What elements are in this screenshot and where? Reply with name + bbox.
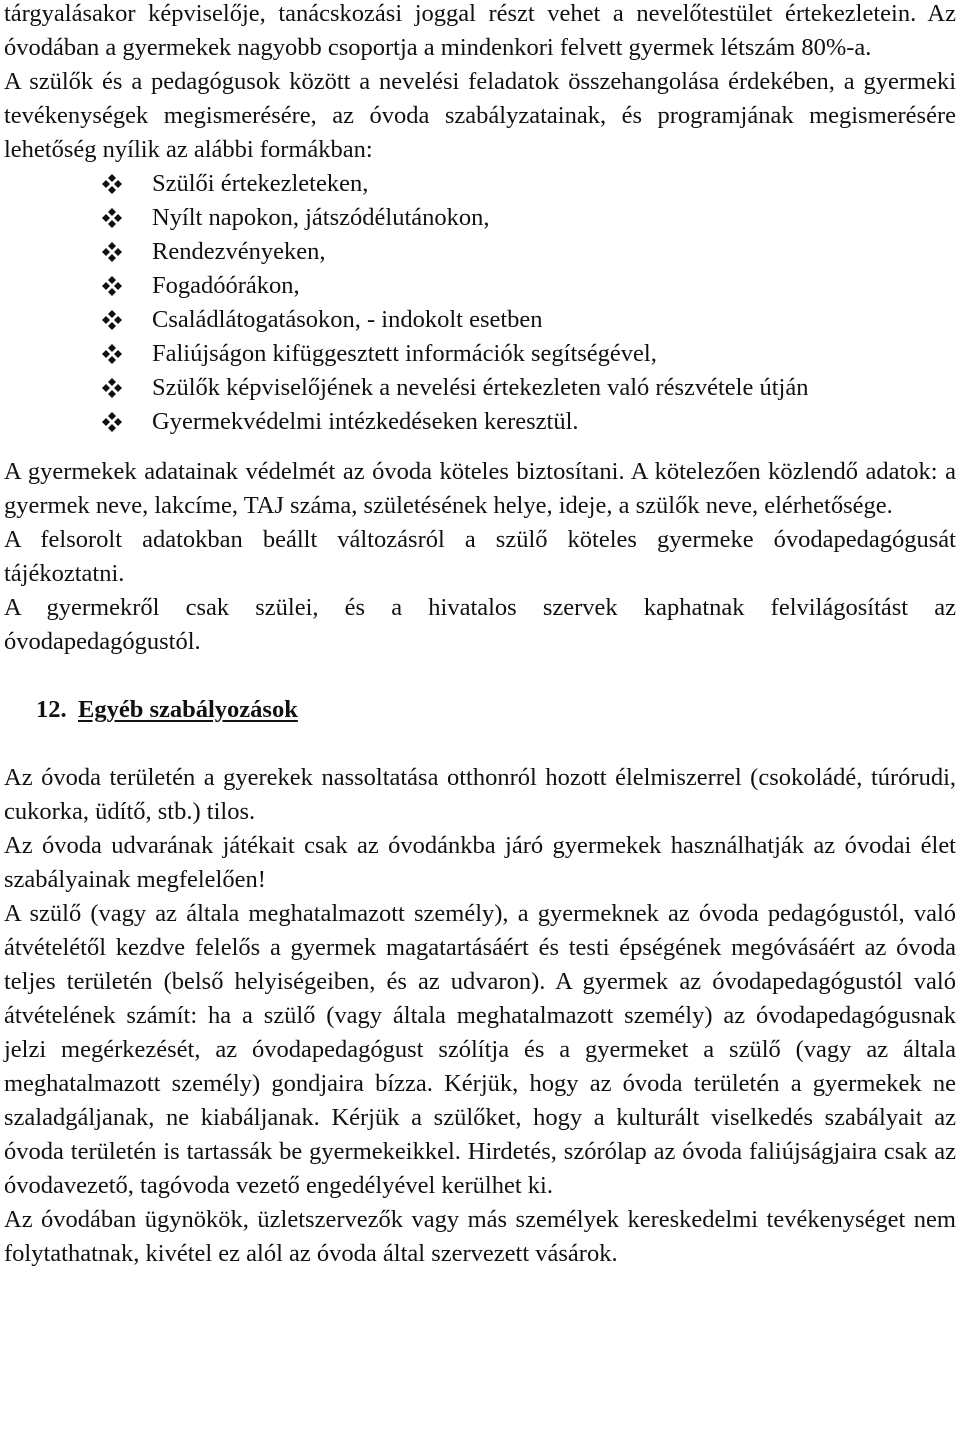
intro-paragraph-2: A szülők és a pedagógusok között a nevelési feladatok összehangolása érdekében, a gyermeki tevékenységek megismerésére, az óvoda szabályzatainak, és programjának megismerésére lehetőség nyílik az alábbi formákban: [4, 68, 956, 163]
diamond-bullet-icon [102, 378, 122, 398]
list-item-text: Faliújságon kifüggesztett információk segítségével, [152, 340, 657, 367]
list-item-text: Szülők képviselőjének a nevelési értekezleten való részvétele útján [152, 374, 809, 401]
list-item-text: Szülői értekezleteken, [152, 170, 369, 197]
section-number: 12. [36, 696, 67, 723]
diamond-bullet-icon [102, 242, 122, 262]
spacer [4, 727, 956, 761]
diamond-bullet-icon [102, 276, 122, 296]
rules-paragraph-4: Az óvodában ügynökök, üzletszervezők vagy más személyek kereskedelmi tevékenységet nem folytathatnak, kivétel ez alól az óvoda által szervezett vásárok. [4, 1206, 956, 1267]
list-item-text: Fogadóórákon, [152, 272, 300, 299]
section-title: Egyéb szabályozások [78, 696, 298, 723]
rules-paragraph-1: Az óvoda területén a gyerekek nassoltatása otthonról hozott élelmiszerrel (csokoládé, túrórudi, cukorka, üdítő, stb.) tilos. [4, 764, 956, 825]
list-item [102, 167, 956, 201]
list-item-text: Családlátogatásokon, - indokolt esetben [152, 306, 543, 333]
diamond-bullet-icon [102, 344, 122, 364]
list-item-text: Nyílt napokon, játszódélutánokon, [152, 204, 490, 231]
diamond-bullet-icon [102, 174, 122, 194]
list-item [102, 371, 956, 405]
data-protection-paragraph-1: A gyermekek adatainak védelmét az óvoda köteles biztosítani. A kötelezően közlendő adatok: a gyermek neve, lakcíme, TAJ száma, születésének helye, ideje, a szülők neve, elérhetősége. [4, 458, 956, 519]
list-item [102, 405, 956, 439]
intro-paragraph-1: tárgyalásakor képviselője, tanácskozási joggal részt vehet a nevelőtestület értekezletein. Az óvodában a gyermekek nagyobb csoportja a mindenkori felvett gyermek létszám 80%-a. [4, 0, 956, 61]
data-protection-paragraph-2: A felsorolt adatokban beállt változásról a szülő köteles gyermeke óvodapedagógusát tájékoztatni. [4, 526, 956, 587]
diamond-bullet-icon [102, 412, 122, 432]
list-item [102, 235, 956, 269]
section-heading [4, 693, 956, 727]
diamond-bullet-icon [102, 310, 122, 330]
contact-forms-list [4, 167, 956, 439]
rules-paragraph-2: Az óvoda udvarának játékait csak az óvodánkba járó gyermekek használhatják az óvodai élet szabályainak megfelelően! [4, 832, 956, 893]
spacer [4, 439, 956, 455]
list-item-text: Gyermekvédelmi intézkedéseken keresztül. [152, 408, 579, 435]
spacer [4, 659, 956, 693]
document-page [4, 0, 956, 1271]
list-item [102, 201, 956, 235]
list-item [102, 337, 956, 371]
list-item-text: Rendezvényeken, [152, 238, 326, 265]
data-protection-paragraph-3: A gyermekről csak szülei, és a hivatalos szervek kaphatnak felvilágosítást az óvodapedagógustól. [4, 594, 956, 655]
diamond-bullet-icon [102, 208, 122, 228]
list-item [102, 269, 956, 303]
rules-paragraph-3: A szülő (vagy az általa meghatalmazott személy), a gyermeknek az óvoda pedagógustól, való átvételétől kezdve felelős a gyermek magatartásáért és testi épségének megóvásáért az óvoda teljes területén (belső helyiségeiben, és az udvaron). A gyermek az óvodapedagógustól való átvételének számít: ha a szülő (vagy általa meghatalmazott személy) az óvodapedagógusnak jelzi megérkezését, az óvodapedagógust szólítja és a gyermeket a szülő (vagy az általa meghatalmazott személy) gondjaira bízza. Kérjük, hogy az óvoda területén a gyermekek ne szaladgáljanak, ne kiabáljanak. Kérjük a szülőket, hogy a kulturált viselkedés szabályait az óvoda területén is tartassák be gyermekeikkel. Hirdetés, szórólap az óvoda faliújságjaira csak az óvodavezető, tagóvoda vezető engedélyével kerülhet ki. [4, 900, 956, 1199]
list-item [102, 303, 956, 337]
